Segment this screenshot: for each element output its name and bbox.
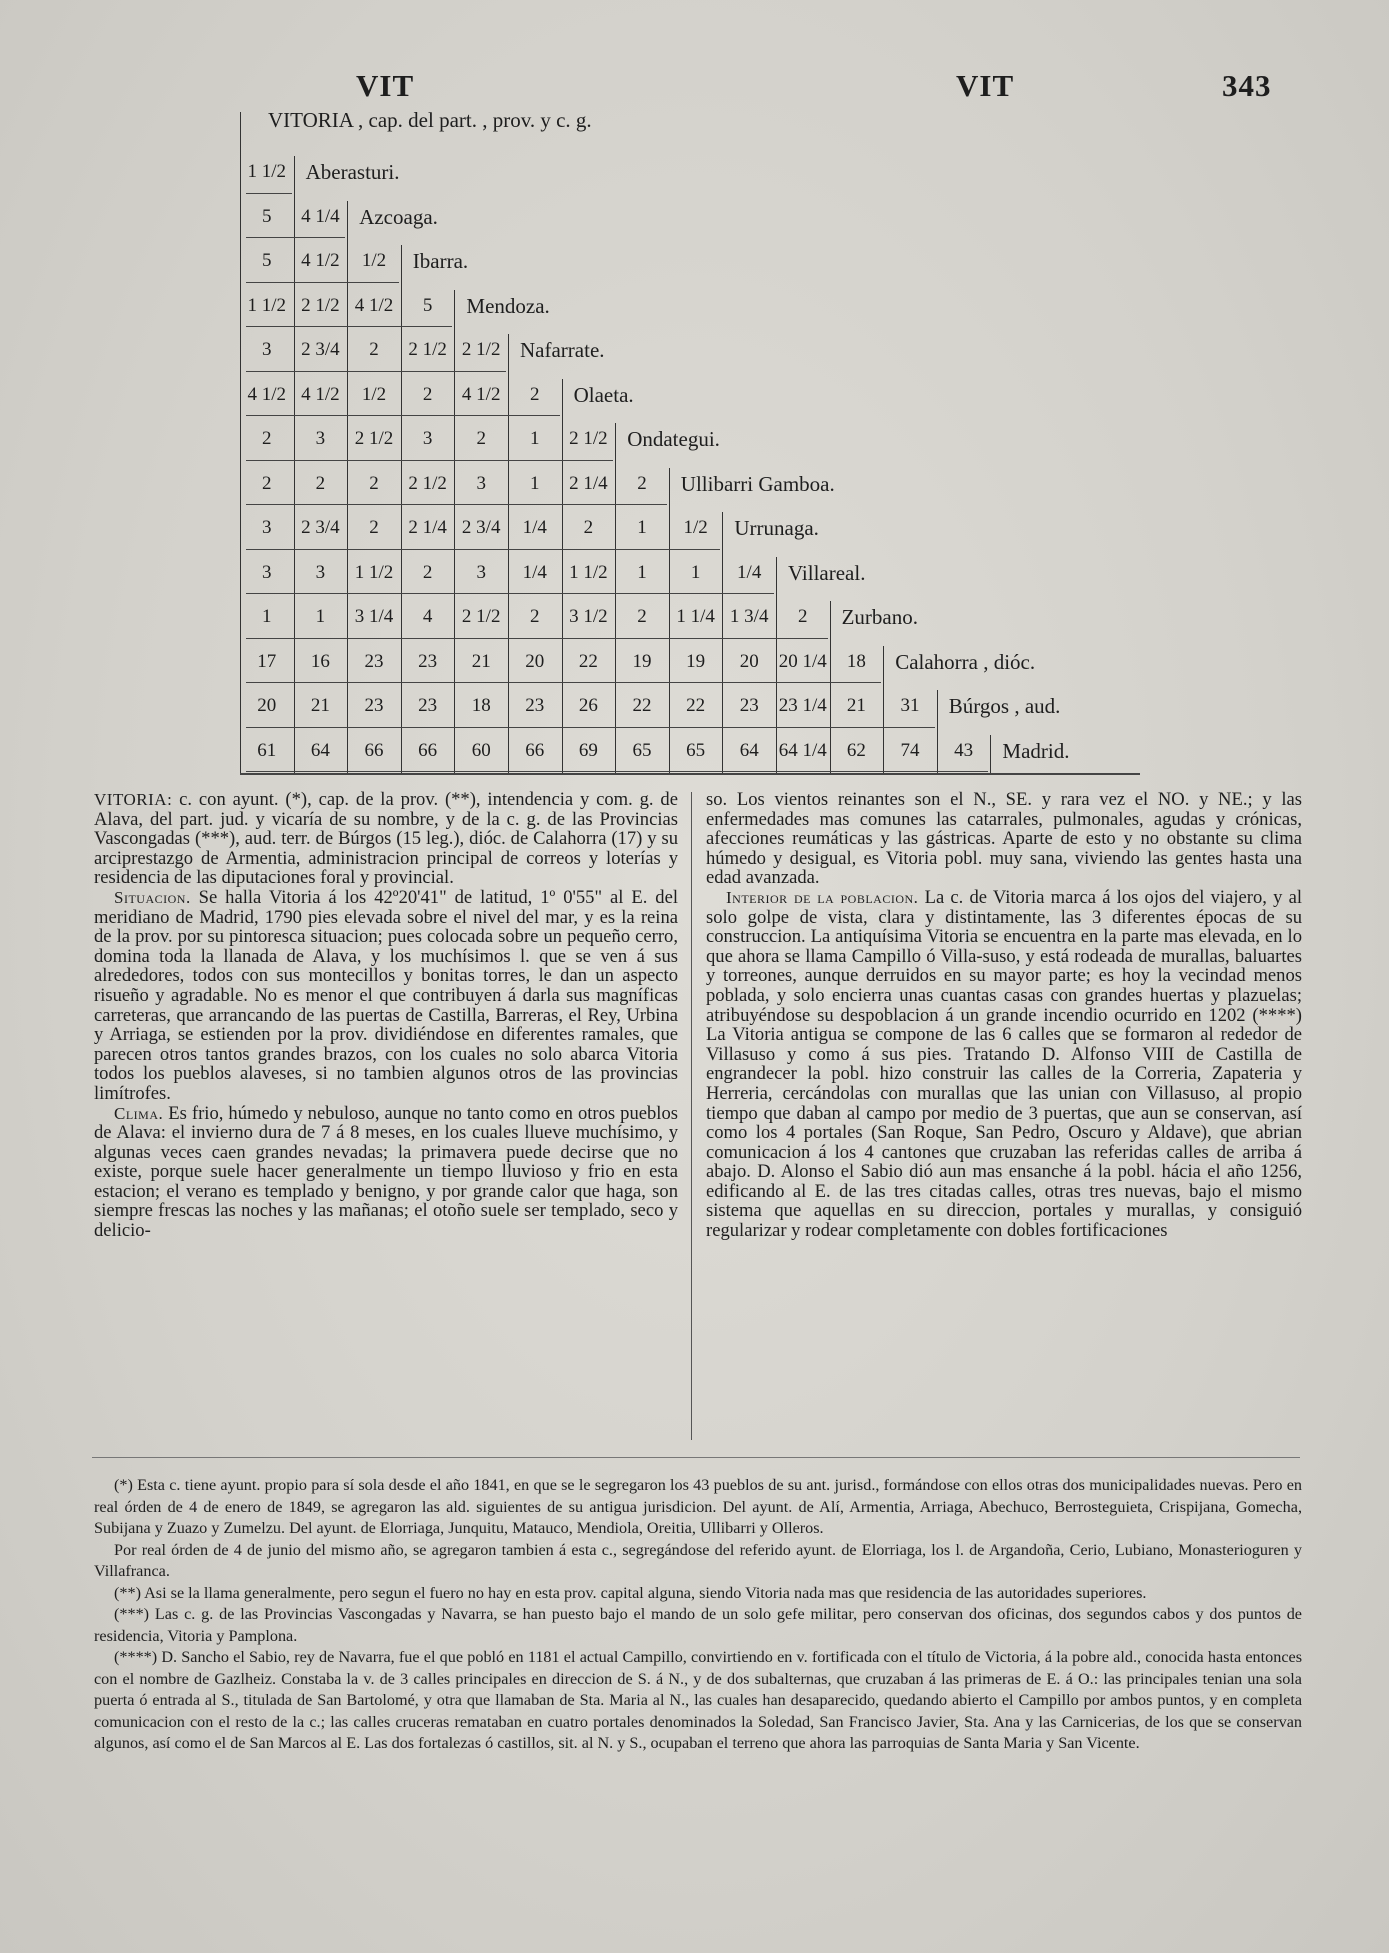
distance-cell: 4 1/2 <box>301 383 340 405</box>
row-rule <box>246 193 292 194</box>
town-label: Calahorra , dióc. <box>895 649 1036 674</box>
distance-cell: 5 <box>422 294 433 316</box>
left-text-column <box>94 790 678 1241</box>
distance-cell: 19 <box>686 650 706 672</box>
paragraph-text: so. Los vientos reinantes son el N., SE. y rara vez el NO. y NE.; y las enfermedades mas comunes las catarrales, pulmonales, agudas y crónicas, afecciones reumáticas y las gástricas. Aparte de esto y no obstante su clima húmedo y desigual, es Vitoria pobl. muy sana, viviendo las gentes hasta una edad avanzada. <box>706 789 1302 889</box>
distance-cell: 2 <box>315 472 326 494</box>
distance-cell: 26 <box>578 695 598 716</box>
paragraph-text: La c. de Vitoria marca á los ojos del viajero, y al solo golpe de vista, clara y distintamente, las 3 diferentes épocas de su construccion. La antiquísima Vitoria se encuentra en la parte mas elevada, en lo que ahora se llama Campillo ó Villa-suso, y está rodeada de murallas, baluartes y torreones, aunque derruidos en su mayor parte; es hoy la vecindad menos poblada, y solo encierra unas cuantas casas con grandes huertas y plazuelas; atribuyéndose su despoblacion á un grande incendio ocurrido en 1202 (****) La Vitoria antigua se compone de las 6 calles que se formaron al rededor de Villasuso y como á sus pies. Tratando D. Alfonso VIII de Castilla de engrandecer la pobl. hizo construir las calles de la Correria, Zapateria y Herreria, cercándolas con murallas que las unian con Villasuso, al propio tiempo que daban al campo por medio de 3 puertas, que aun se conservan, así como los 4 portales (San Roque, San Pedro, Oscuro y Aldave), que abrian comunicacion á los 4 cantones que cruzaban las referidas calles de arriba á abajo. D. Alonso el Sabio dió aun mas ensanche á la pobl. hácia el año 1256, edificando al E. de las tres citadas calles, otras tres nuevas, bajo el mismo sistema que aquellas en su direccion, portales y murallas, y consiguió regularizar y rodear completamente con dobles fortificaciones <box>706 886 1302 1242</box>
footnotes <box>94 1475 1302 1755</box>
paragraph-text: c. con ayunt. (*), cap. de la prov. (**), intendencia y com. g. de Alava, del part. jud. y vicaría de su nombre, y de la c. g. de las Provincias Vascongadas (***), aud. terr. de Búrgos (15 leg.), dióc. de Calahorra (17) y su arciprestazgo de Armentia, administracion principal de correos y loterías y residencia de las diputaciones foral y provincial. <box>94 789 678 889</box>
distance-cell: 3 <box>262 339 272 360</box>
town-label: Aberasturi. <box>305 160 400 184</box>
distance-cell: 1 <box>637 517 647 538</box>
distance-cell: 2 <box>422 561 433 583</box>
town-label: Zurbano. <box>841 605 918 629</box>
distance-cell: 4 1/2 <box>354 294 394 316</box>
distance-cell: 1 1/2 <box>247 161 287 182</box>
distance-cell: 4 1/2 <box>461 383 501 405</box>
distance-cell: 20 <box>739 650 759 672</box>
distance-cell: 2 <box>422 383 433 405</box>
distance-cell: 2 1/4 <box>408 517 447 538</box>
distance-table-title: VITORIA , cap. del part. , prov. y c. g. <box>268 108 592 132</box>
distance-cell: 1 <box>530 472 540 494</box>
distance-cell: 2 <box>798 606 808 627</box>
row-rule <box>246 549 720 550</box>
page-number: 343 <box>1222 68 1272 103</box>
distance-cell: 3 <box>315 561 326 583</box>
distance-cell: 1 3/4 <box>729 606 769 627</box>
row-rule <box>246 415 560 416</box>
distance-cell: 1 1/2 <box>247 294 287 316</box>
distance-cell: 3 <box>262 517 272 538</box>
footnote: (****) D. Sancho el Sabio, rey de Navarra, fue el que pobló en 1181 el actual Campillo, convirtiendo en v. fortificada con el título de Victoria, á la pobre ald., conocida hasta entonces con el nombre de Gazlheiz. Constaba la v. de 3 calles principales en direccion de S. á N., y de dos subalternas, que cruzaban á las primeras de E. á O.: las principales tenian una sola puerta ó entrada al S., titulada de San Bartolomé, y otra que llamaban de Sta. Maria al N., las cuales han desaparecido, quedando abierto el Campillo por ambos puntos, y en completa comunicacion con el resto de la c.; las calles cruceras remataban en cuatro portales denominados la Soledad, San Francisco Javier, Sta. Ana y las Carnicerias, de los que se conservan algunos, así como el de San Marcos al E. Las dos fortalezas ó castillos, sit. al N. y S., ocupaban el terreno que ahora las parroquias de Santa Maria y San Vicente. <box>94 1648 1302 1752</box>
distance-cell: 16 <box>310 650 330 672</box>
distance-cell: 21 <box>471 650 491 672</box>
town-label: Madrid. <box>1002 738 1070 763</box>
distance-cell: 65 <box>632 739 652 761</box>
row-rule <box>246 727 935 728</box>
distance-cell: 1/2 <box>361 383 387 405</box>
distance-cell: 23 <box>739 695 759 716</box>
distance-cell: 65 <box>686 739 706 761</box>
distance-cell: 2 1/2 <box>408 339 447 360</box>
column-divider <box>691 792 692 1440</box>
distance-cell: 74 <box>900 739 920 761</box>
distance-cell: 2 <box>530 383 540 405</box>
distance-cell: 2 <box>369 517 379 538</box>
footnote-rule <box>92 1457 1300 1458</box>
row-rule <box>246 504 667 505</box>
distance-cell: 23 <box>525 695 545 716</box>
row-rule <box>246 237 345 238</box>
paragraph <box>94 1104 678 1241</box>
distance-cell: 2 <box>583 517 594 538</box>
distance-cell: 4 1/2 <box>247 383 287 405</box>
distance-cell: 1 1/4 <box>676 606 715 627</box>
town-label: Búrgos , aud. <box>948 694 1061 718</box>
distance-cell: 2 1/2 <box>569 428 608 449</box>
town-label: Nafarrate. <box>520 338 605 362</box>
distance-cell: 22 <box>686 695 706 716</box>
distance-cell: 2 1/2 <box>461 606 501 627</box>
distance-cell: 2 <box>637 606 647 627</box>
distance-cell: 64 <box>739 739 759 761</box>
table-bottom-rule <box>240 773 1140 775</box>
distance-cell: 1/2 <box>361 250 387 271</box>
distance-cell: 62 <box>846 739 866 761</box>
distance-cell: 3 <box>476 472 486 494</box>
distance-cell: 66 <box>364 739 384 761</box>
distance-cell: 64 <box>310 739 330 761</box>
distance-cell: 5 <box>262 205 272 227</box>
distance-cell: 1 <box>315 606 326 627</box>
distance-cell: 1/2 <box>683 517 708 538</box>
section-lead: VITORIA: <box>94 790 173 809</box>
section-lead: Interior de la poblacion. <box>726 887 919 907</box>
distance-cell: 1 1/2 <box>354 561 394 583</box>
row-rule <box>246 771 988 772</box>
distance-cell: 21 <box>846 695 866 716</box>
distance-cell: 18 <box>471 695 491 716</box>
distance-cell: 2 <box>262 472 272 494</box>
distance-cell: 23 1/4 <box>778 695 827 716</box>
distance-cell: 31 <box>900 695 920 716</box>
distance-cell: 18 <box>846 650 866 672</box>
distance-cell: 2 1/2 <box>301 294 340 316</box>
distance-cell: 23 <box>418 695 438 716</box>
distance-cell: 20 <box>525 650 545 672</box>
distance-cell: 66 <box>525 739 545 761</box>
paragraph <box>706 888 1302 1241</box>
distance-cell: 2 <box>476 428 486 449</box>
paragraph-text: Es frio, húmedo y nebuloso, aunque no tanto como en otros pueblos de Alava: el invierno dura de 7 á 8 meses, en los cuales llueve muchísimo, y algunas veces caen grandes nevadas; la primavera puede decirse que no existe, porque suele hacer generalmente un tiempo lluvioso y frio en esta estacion; el verano es templado y benigno, y por grande calor que haga, son siempre frescas las noches y las mañanas; el otoño suele ser templado, seco y delicio- <box>94 1102 678 1242</box>
distance-cell: 22 <box>578 650 598 672</box>
distance-cell: 4 <box>422 606 433 627</box>
distance-cell: 2 <box>369 339 379 360</box>
town-label: Ullibarri Gamboa. <box>680 471 835 496</box>
distance-cell: 4 1/2 <box>301 250 340 271</box>
footnote: Por real órden de 4 de junio del mismo año, se agregaron tambien á esta c., segregándose del referido ayunt. de Elorriaga, los l. de Argandoña, Cerio, Lubiano, Monasterioguren y Villafranca. <box>94 1540 1302 1580</box>
distance-cell: 69 <box>578 739 598 761</box>
distance-cell: 19 <box>632 650 652 672</box>
distance-cell: 1 <box>530 428 540 449</box>
running-header-center: VIT <box>956 68 1015 103</box>
distance-cell: 3 1/4 <box>354 606 394 627</box>
town-label: Urrunaga. <box>734 516 819 540</box>
distance-cell: 1 1/2 <box>569 561 608 583</box>
distance-cell: 22 <box>632 695 652 716</box>
distance-cell: 23 <box>364 695 384 716</box>
distance-cell: 5 <box>262 250 272 271</box>
row-rule <box>246 593 774 594</box>
distance-cell: 20 1/4 <box>778 650 827 672</box>
paragraph-text: Se halla Vitoria á los 42º20'41" de latitud, 1º 0'55" al E. del meridiano de Madrid, 1790 pies elevada sobre el nivel del mar, y es la reina de la prov. por su pintoresca situacion; pues colocada sobre un pequeño cerro, domina toda la llanada de Alava, y los muchísimos l. que se ven á sus alrededores, todos con sus montecillos y bonitas torres, le dan un aspecto risueño y agradable. No es menor el que contribuyen á darla sus magníficas carreteras, que arrancando de las puertas de Castilla, Barreras, el Rey, Urbina y Arriaga, se estienden por la prov. dividiéndose en diferentes ramales, que parecen otros tantos grandes brazos, con los cuales no solo abarca Vitoria todos los pueblos alaveses, si no tambien algunos otros de las provincias limítrofes. <box>94 886 678 1104</box>
distance-cell: 3 <box>422 428 433 449</box>
town-label: Mendoza. <box>466 293 550 318</box>
row-rule <box>246 371 506 372</box>
cell-rule <box>990 735 991 774</box>
distance-cell: 2 <box>637 472 647 494</box>
right-text-column <box>706 790 1302 1241</box>
distance-cell: 4 1/4 <box>301 205 340 227</box>
distance-cell: 1 <box>637 561 647 583</box>
distance-cell: 17 <box>257 650 277 672</box>
row-rule <box>246 282 399 283</box>
distance-cell: 3 <box>315 428 326 449</box>
distance-cell: 61 <box>257 739 277 761</box>
section-lead: Clima. <box>114 1103 164 1123</box>
distance-table <box>0 0 1389 780</box>
row-rule <box>246 638 828 639</box>
section-lead: Situacion. <box>114 887 191 907</box>
row-rule <box>246 326 452 327</box>
footnote: (*) Esta c. tiene ayunt. propio para sí sola desde el año 1841, en que se le segregaron los 43 pueblos de su ant. jurisd., formándose con ellos otras dos municipalidades nuevas. Pero en real órden de 4 de enero de 1849, se agregaron las ald. siguientes de su antigua jurisdicion. Del ayunt. de Alí, Armentia, Arriaga, Abechuco, Berrosteguieta, Crispijana, Gomecha, Subijana y Zuazo y Zumelzu. Del ayunt. de Elorriaga, Junquitu, Matauco, Mendiola, Oreitia, Ullibarri y Olleros. <box>94 1476 1302 1537</box>
town-label: Ondategui. <box>627 427 720 451</box>
distance-cell: 21 <box>310 695 330 716</box>
distance-cell: 2 <box>530 606 540 627</box>
distance-cell: 2 1/2 <box>408 472 447 494</box>
distance-cell: 20 <box>257 695 277 716</box>
distance-cell: 2 3/4 <box>301 339 340 360</box>
paragraph <box>706 790 1302 888</box>
distance-cell: 2 <box>262 428 272 449</box>
footnote: (***) Las c. g. de las Provincias Vascongadas y Navarra, se han puesto bajo el mando de un solo gefe militar, pero conservan dos oficinas, dos segundos cabos y dos puntos de residencia, Vitoria y Pamplona. <box>94 1605 1302 1645</box>
distance-cell: 2 1/4 <box>569 472 608 494</box>
town-label: Olaeta. <box>573 382 634 407</box>
distance-cell: 23 <box>418 650 438 672</box>
distance-cell: 60 <box>471 739 491 761</box>
distance-cell: 2 1/2 <box>461 339 501 360</box>
distance-cell: 2 3/4 <box>301 517 340 538</box>
distance-cell: 1 <box>262 606 272 627</box>
paragraph <box>94 790 678 888</box>
town-label: Ibarra. <box>412 249 469 273</box>
town-label: Azcoaga. <box>359 204 438 229</box>
distance-cell: 1/4 <box>737 561 762 583</box>
distance-cell: 43 <box>954 739 974 761</box>
distance-cell: 64 1/4 <box>778 739 827 761</box>
distance-cell: 3 <box>476 561 486 583</box>
running-header-left: VIT <box>356 68 415 103</box>
distance-cell: 2 1/2 <box>354 428 394 449</box>
footnote: (**) Asi se la llama generalmente, pero segun el fuero no hay en esta prov. capital alguna, siendo Vitoria nada mas que residencia de las autoridades superiores. <box>114 1583 1147 1602</box>
town-label: Villareal. <box>788 560 866 585</box>
distance-cell: 3 1/2 <box>569 606 608 627</box>
distance-cell: 1/4 <box>522 561 547 583</box>
row-rule <box>246 460 613 461</box>
distance-cell: 1/4 <box>522 517 547 538</box>
distance-cell: 66 <box>418 739 438 761</box>
distance-cell: 1 <box>690 561 701 583</box>
distance-cell: 2 <box>369 472 379 494</box>
distance-cell: 2 3/4 <box>461 517 501 538</box>
distance-cell: 23 <box>364 650 384 672</box>
row-rule <box>246 682 881 683</box>
distance-cell: 3 <box>262 561 272 583</box>
paragraph <box>94 888 678 1104</box>
